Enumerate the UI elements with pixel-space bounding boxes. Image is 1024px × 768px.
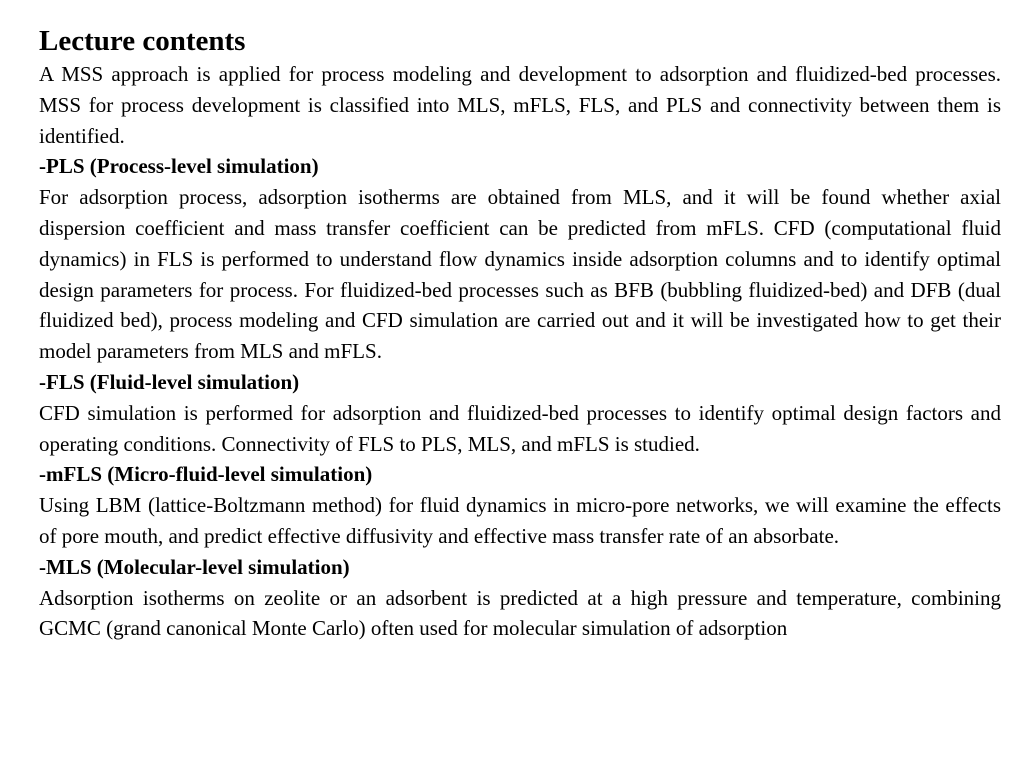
section-body-mfls: Using LBM (lattice-Boltzmann method) for fluid dynamics in micro-pore networks, we will examine the effects of pore mouth, and predict effective diffusivity and effective mass transfer rate of an absorbate. bbox=[39, 493, 1001, 548]
section-body-mls: Adsorption isotherms on zeolite or an adsorbent is predicted at a high pressure and temperature, combining GCMC (grand canonical Monte Carlo) often used for molecular simulation of adsorption bbox=[39, 585, 1001, 641]
section-heading-pls: -PLS (Process-level simulation) bbox=[39, 154, 319, 179]
section-body-fls: CFD simulation is performed for adsorption and fluidized-bed processes to identify optimal design factors and operating conditions. Connectivity of FLS to PLS, MLS, and mFLS is studied. bbox=[39, 400, 1001, 456]
intro-paragraph: A MSS approach is applied for process modeling and development to adsorption and fluidized-bed processes. MSS for process development is classified into MLS, mFLS, FLS, and PLS and connectivity between them is identified. bbox=[39, 62, 1001, 148]
section-heading-fls: -FLS (Fluid-level simulation) bbox=[39, 369, 300, 394]
section-body-pls: For adsorption process, adsorption isotherms are obtained from MLS, and it will be found whether axial dispersion coefficient and mass transfer coefficient can be predicted from mFLS. CFD (computational fluid dynamics) in FLS is performed to understand flow dynamics inside adsorption columns and to identify optimal design parameters for process. For fluidized-bed processes such as BFB (bubbling fluidized-bed) and DFB (dual fluidized bed), process modeling and CFD simulation are carried out and it will be investigated how to get their model parameters from MLS and mFLS. bbox=[39, 185, 1001, 364]
section-heading-mfls: -mFLS (Micro-fluid-level simulation) bbox=[39, 462, 373, 487]
page-title: Lecture contents bbox=[39, 25, 246, 57]
section-heading-mls: -MLS (Molecular-level simulation) bbox=[39, 554, 350, 579]
